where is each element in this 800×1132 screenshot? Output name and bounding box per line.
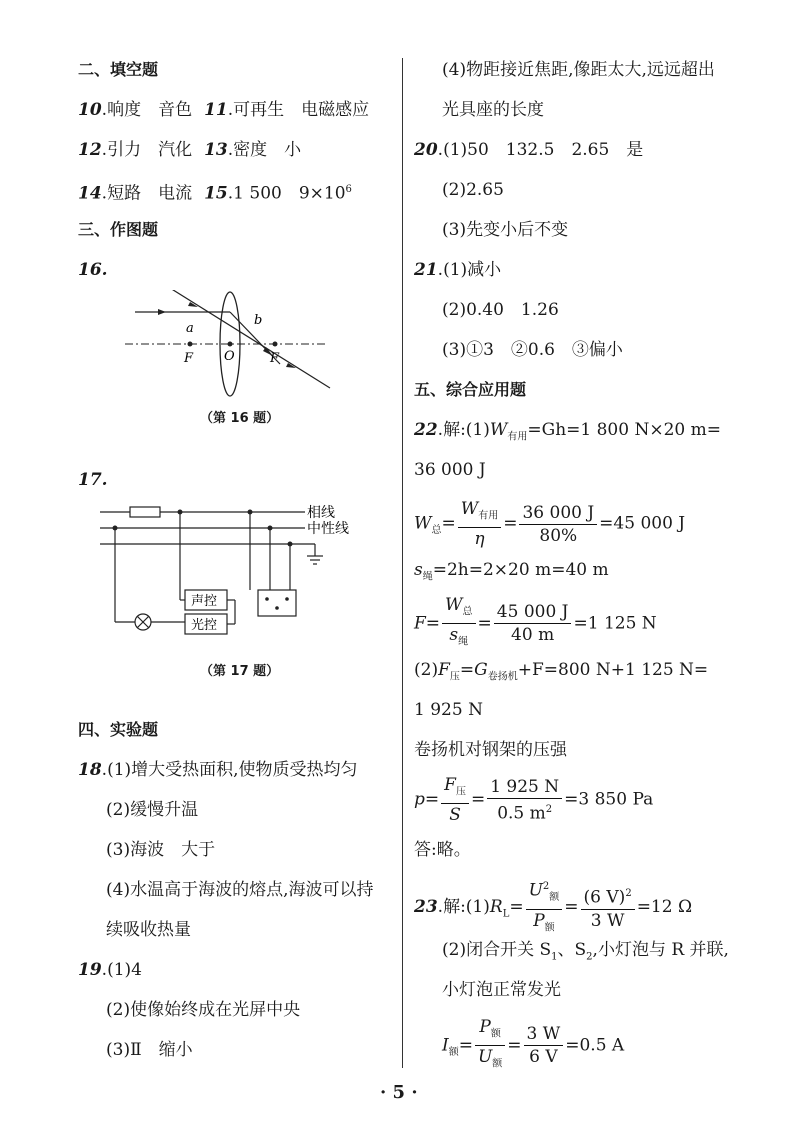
- q20-line-2: (2)2.65: [442, 180, 504, 200]
- q17-light-switch-label: 光控: [191, 618, 218, 633]
- q17-label: 17.: [78, 470, 108, 490]
- section-draw-heading: 三、作图题: [78, 220, 159, 239]
- q18-line-4: (4)水温高于海波的熔点,海波可以持: [106, 880, 374, 900]
- q15-text: .1 500 9×10: [227, 183, 346, 204]
- q20-line-1: 20.(1)50 132.5 2.65 是: [414, 140, 644, 160]
- q14-number: 14: [78, 183, 102, 204]
- q18-line-1: 18.(1)增大受热面积,使物质受热均匀: [78, 760, 358, 780]
- q22-fraction-pressure: $\frac{F_压}{S}$: [441, 774, 469, 826]
- q19-line-3: (3)Ⅱ 缩小: [106, 1040, 193, 1060]
- answer-row-10-11: [78, 98, 369, 122]
- q22-line-5: F= $\frac{W_总}{s_绳}$ = $\frac{45 000 J}{40 m}$ =1 125 N: [414, 594, 657, 654]
- q20-line-3: (3)先变小后不变: [442, 220, 569, 240]
- q10-text: .响度 音色: [101, 100, 193, 120]
- q22-line-1: 22.解$:(1)W_{有用}=Gh=1$ 800 N×20 m=: [414, 420, 721, 443]
- q21-number: 21: [414, 260, 438, 280]
- q18-line-2: (2)缓慢升温: [106, 800, 199, 820]
- q12-text: .引力 汽化: [101, 140, 193, 160]
- q21-line-2: (2)0.40 1.26: [442, 300, 559, 320]
- q16-label-f1: F: [184, 351, 194, 366]
- section-experiment-heading: 四、实验题: [78, 720, 159, 739]
- q16-label-o: O: [224, 349, 235, 364]
- q22-number: 22: [414, 420, 438, 440]
- q13-text: .密度 小: [227, 140, 302, 160]
- q14-text: .短路 电流: [101, 183, 193, 204]
- q16-label-f2: F: [270, 351, 280, 366]
- q18-line-5: 续吸收热量: [106, 920, 191, 940]
- q19-line-1: 19.(1)4: [78, 960, 142, 980]
- q22-line-4: $s_绳=2h=2\times 20$ m=40 m: [414, 560, 609, 583]
- q11-text: .可再生 电磁感应: [227, 100, 370, 120]
- q16-lens-diagram: [120, 290, 340, 400]
- q23-fraction-resistance-values: $\frac{(6 V)^2}{3 W}$: [581, 883, 635, 932]
- q19-line-4: (4)物距接近焦距,像距太大,远远超出: [442, 60, 715, 80]
- q17-sound-switch-label: 声控: [191, 594, 218, 609]
- q22-line-3: $W_总=$ $\frac{W_{有用}}{\eta}$ = $\frac{36 000 J}{80\%}$ =45 000 J: [414, 499, 686, 550]
- q18-number: 18: [78, 760, 102, 780]
- answer-row-12-13: [78, 138, 301, 162]
- q17-circuit-diagram: [95, 498, 375, 648]
- q16-label-a: a: [186, 321, 194, 336]
- q19-number: 19: [78, 960, 102, 980]
- q21-line-1: 21.(1)减小: [414, 260, 502, 280]
- q22-line-2: 36 000 J: [414, 460, 486, 480]
- q12-number: 12: [78, 140, 102, 160]
- q17-live-label: 相线: [307, 505, 335, 521]
- q23-line-2: (2)闭合开关 $S_1$、$S_2$,小灯泡与 R 并联,: [442, 940, 729, 963]
- q17-neutral-label: 中性线: [307, 521, 349, 537]
- section-application-heading: 五、综合应用题: [414, 380, 527, 399]
- q15-exponent: 6: [345, 184, 352, 195]
- q17-caption: （第 17 题）: [200, 664, 280, 679]
- q22-line-10: 答:略。: [414, 840, 471, 860]
- q22-line-6: $(2)F_压=G_{卷扬机}+F=800$ N+1 125 N=: [414, 660, 709, 683]
- q23-line-1: 23.解$:(1)R_L=$ $\frac{U^2_额}{P_额}$ = $\frac{(6 V)^2}{3 W}$ =12 Ω: [414, 876, 692, 939]
- q22-line-7: 1 925 N: [414, 700, 483, 720]
- q23-line-3: 小灯泡正常发光: [442, 980, 561, 1000]
- q22-fraction-pressure-values: $\frac{1 925 N}{0.5 m^2}$: [487, 776, 562, 825]
- q22-fraction-force-values: $\frac{45 000 J}{40 m}$: [494, 601, 572, 646]
- q10-number: 10: [78, 100, 102, 120]
- q19-line-5: 光具座的长度: [442, 100, 544, 120]
- q16-number: 16: [78, 260, 102, 280]
- q11-number: 11: [204, 100, 228, 120]
- q17-number: 17: [78, 470, 102, 490]
- q23-fraction-resistance: $\frac{U^2_额}{P_额}$: [526, 876, 563, 939]
- page-number: · 5 ·: [380, 1082, 418, 1103]
- q22-fraction-force: $\frac{W_总}{s_绳}$: [442, 594, 475, 654]
- q23-fraction-current: $\frac{P_额}{U_额}$: [475, 1016, 505, 1076]
- q13-number: 13: [204, 140, 228, 160]
- q23-number: 23: [414, 897, 438, 918]
- q21-line-3: (3)①3 ②0.6 ③偏小: [442, 340, 623, 360]
- q19-line-2: (2)使像始终成在光屏中央: [106, 1000, 301, 1020]
- column-divider: [402, 58, 403, 1068]
- answer-row-14-15: [78, 178, 352, 206]
- q22-line-8: 卷扬机对钢架的压强: [414, 740, 567, 760]
- q18-line-3: (3)海波 大于: [106, 840, 216, 860]
- q20-number: 20: [414, 140, 438, 160]
- q23-line-4: $I_额=$ $\frac{P_额}{U_额}$ = $\frac{3 W}{6 V}$ =0.5 A: [414, 1016, 624, 1077]
- q16-caption: （第 16 题）: [200, 411, 280, 426]
- q23-fraction-current-values: $\frac{3 W}{6 V}$: [524, 1023, 564, 1068]
- q22-fraction-efficiency: $\frac{W_{有用}}{\eta}$: [458, 498, 501, 550]
- section-fill-heading: 二、填空题: [78, 60, 159, 79]
- q15-number: 15: [204, 183, 228, 204]
- q16-label: 16.: [78, 260, 108, 280]
- q22-line-9: p= $\frac{F_压}{S}$ = $\frac{1 925 N}{0.5 m^2}$ =3 850 Pa: [414, 775, 654, 826]
- q16-label-b: b: [254, 313, 263, 328]
- q22-fraction-values: $\frac{36 000 J}{80\%}$: [519, 502, 597, 547]
